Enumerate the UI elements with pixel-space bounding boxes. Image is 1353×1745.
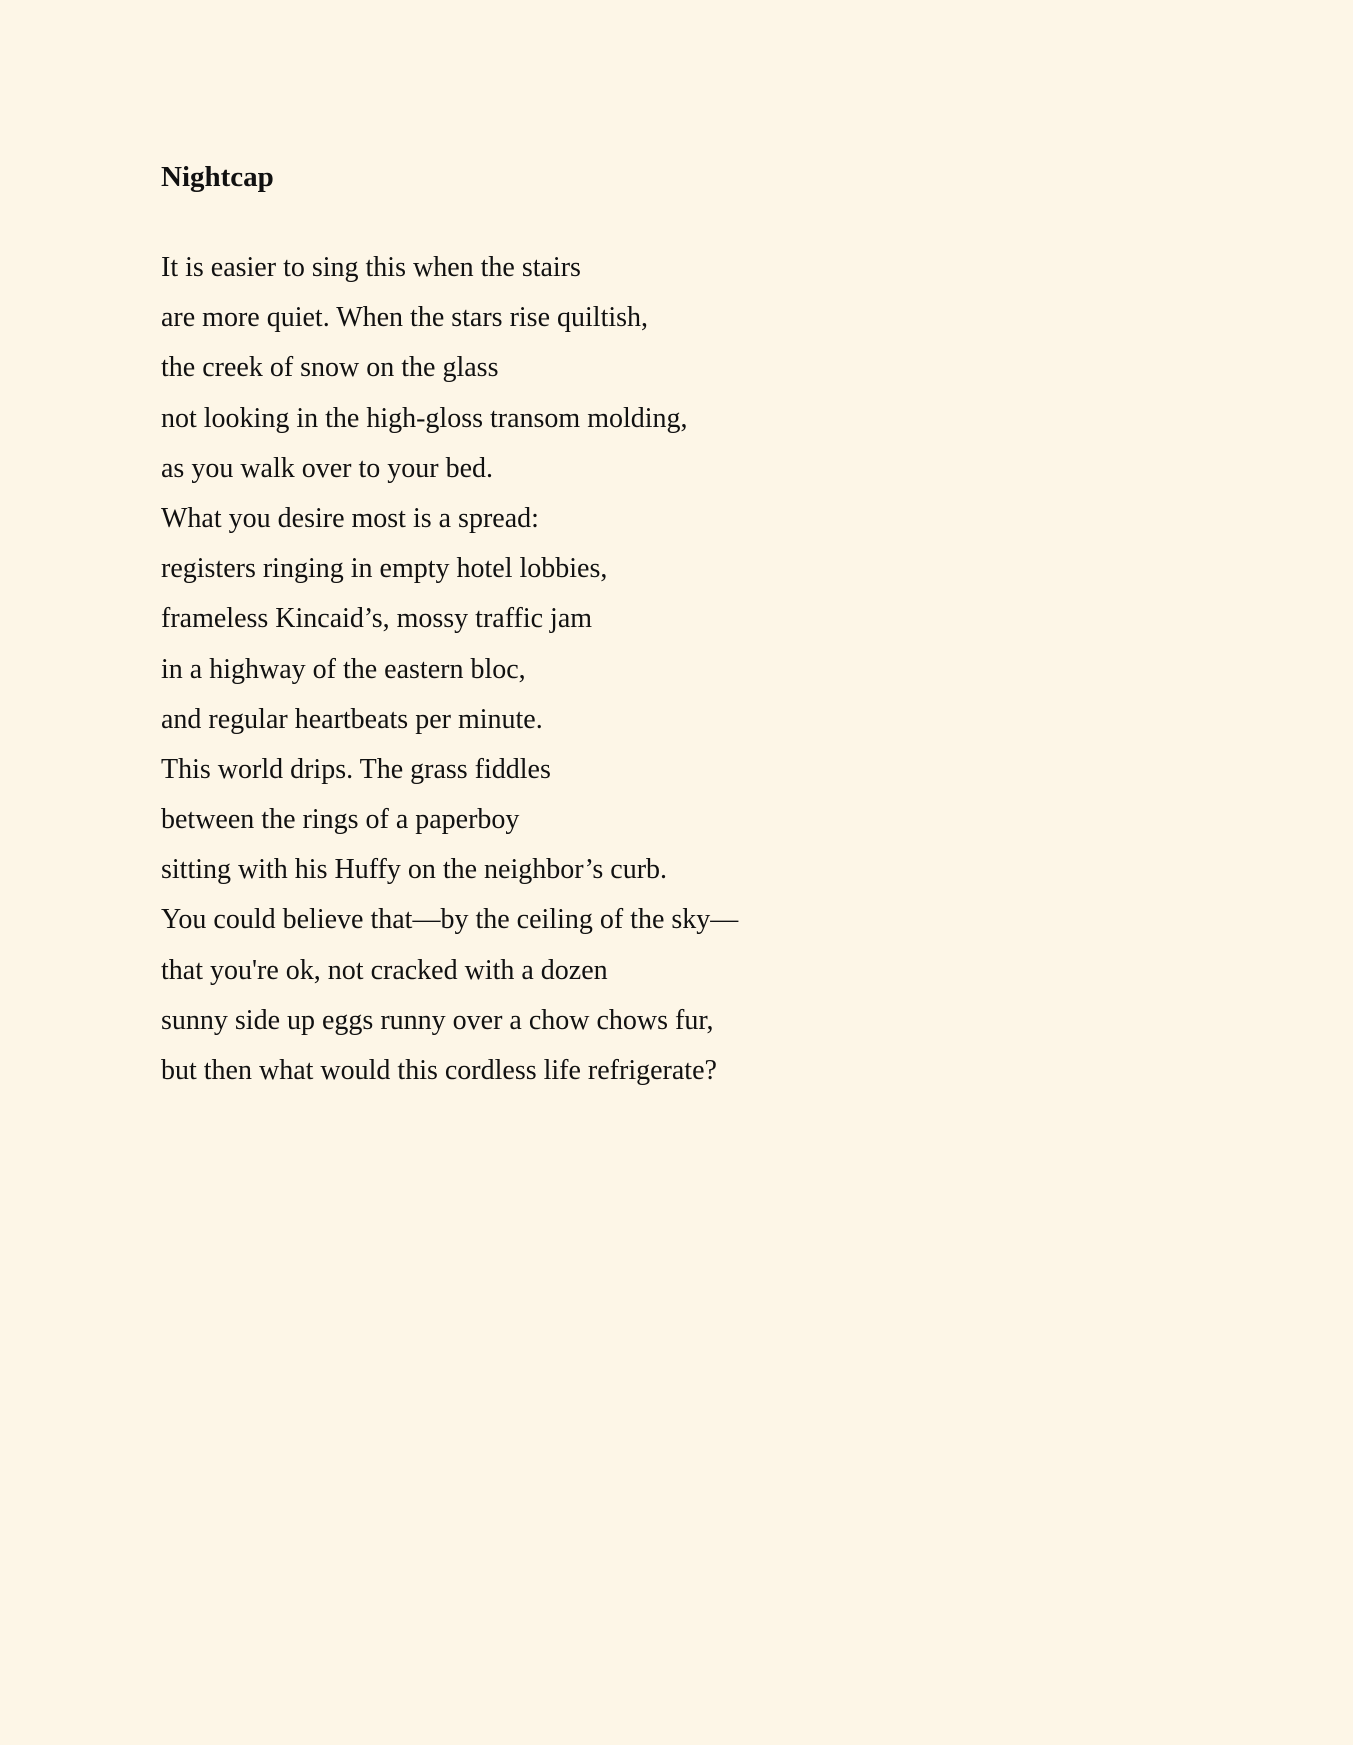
poem-body [161,243,1211,1096]
poem-line: that you're ok, not cracked with a dozen [161,954,608,986]
poem-line: not looking in the high-gloss transom molding, [161,402,688,434]
poem-line: but then what would this cordless life refrigerate? [161,1055,717,1086]
poem-line: in a highway of the eastern bloc, [161,653,526,685]
poem-line: This world drips. The grass fiddles [161,753,551,785]
poem-line: the creek of snow on the glass [161,352,499,384]
poem-line: and regular heartbeats per minute. [161,703,543,735]
poem-line: You could believe that—by the ceiling of the sky— [161,904,739,936]
poem-title: Nightcap [161,161,274,193]
poem-line: registers ringing in empty hotel lobbies, [161,553,608,585]
poem-page [161,150,1211,1096]
poem-line: sunny side up eggs runny over a chow chows fur, [161,1004,714,1036]
poem-line: as you walk over to your bed. [161,452,494,484]
poem-line: sitting with his Huffy on the neighbor’s curb. [161,854,668,886]
poem-line: It is easier to sing this when the stairs [161,252,581,283]
poem-line: frameless Kincaid’s, mossy traffic jam [161,603,593,635]
poem-line: are more quiet. When the stars rise quiltish, [161,302,649,334]
poem-line: between the rings of a paperboy [161,804,520,836]
poem-line: What you desire most is a spread: [161,502,539,534]
